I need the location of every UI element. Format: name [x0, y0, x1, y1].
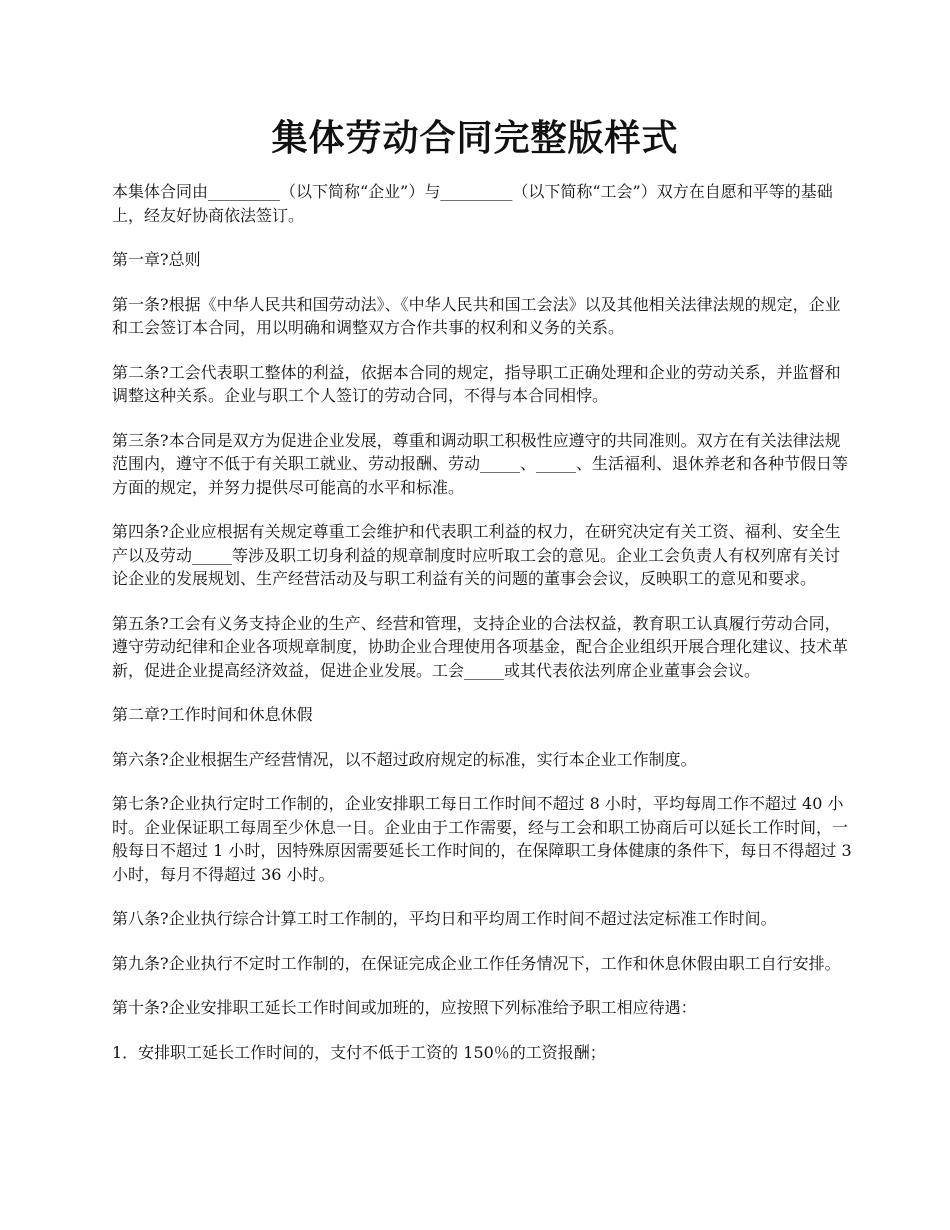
article-6: 第六条?企业根据生产经营情况，以不超过政府规定的标准，实行本企业工作制度。 — [112, 749, 697, 769]
article-8: 第八条?企业执行综合计算工时工作制的，平均日和平均周工作时间不超过法定标准工作时间。 — [112, 909, 777, 928]
preamble-paragraph: 本集体合同由_________（以下简称“企业”）与_________（以下简称“工会”）双方在自愿和平等的基础上，经友好协商依法签订。 — [112, 182, 833, 225]
article-2: 第二条?工会代表职工整体的利益，依据本合同的规定，指导职工正确处理和企业的劳动关系，并监督和调整这种关系。企业与职工个人签订的劳动合同，不得与本合同相悖。 — [112, 362, 841, 405]
chapter-2-heading: 第二章?工作时间和休息休假 — [112, 705, 313, 724]
article-3: 第三条?本合同是双方为促进企业发展，尊重和调动职工积极性应遵守的共同准则。双方在有关法律法规范围内，遵守不低于有关职工就业、劳动报酬、劳动_____、_____、生活福利、退休养老和各种节假日等方面的规定，并努力提供尽可能高的水平和标准。 — [112, 430, 849, 497]
article-4: 第四条?企业应根据有关规定尊重工会维护和代表职工利益的权力，在研究决定有关工资、福利、安全生产以及劳动_____等涉及职工切身利益的规章制度时应听取工会的意见。企业工会负责人有权列席有关讨论企业的发展规划、生产经营活动及与职工利益有关的问题的董事会会议，反映职工的意见和要求。 — [112, 522, 841, 588]
document-title: 集体劳动合同完整版样式 — [271, 117, 679, 159]
article-7: 第七条?企业执行定时工作制的，企业安排职工每日工作时间不超过 8 小时，平均每周工作不超过 40 小时。企业保证职工每周至少休息一日。企业由于工作需要，经与工会和职工协商后可以延长工作时间，一般每日不超过 1 小时，因特殊原因需要延长工作时间的，在保障职工身体健康的条件下，每日不得超过 3 小时，每月不得超过 36 小时。 — [112, 794, 852, 884]
list-item-1: 1．安排职工延长工作时间的，支付不低于工资的 150％的工资报酬； — [112, 1042, 606, 1062]
article-9: 第九条?企业执行不定时工作制的，在保证完成企业工作任务情况下，工作和休息休假由职工自行安排。 — [112, 953, 841, 973]
article-10: 第十条?企业安排职工延长工作时间或加班的，应按照下列标准给予职工相应待遇： — [112, 998, 697, 1017]
article-5: 第五条?工会有义务支持企业的生产、经营和管理，支持企业的合法权益，教育职工认真履行劳动合同，遵守劳动纪律和企业各项规章制度，协助企业合理使用各项基金，配合企业组织开展合理化建议、技术革新，促进企业提高经济效益，促进企业发展。工会_____或其代表依法列席企业董事会会议。 — [112, 613, 849, 680]
chapter-1-heading: 第一章?总则 — [112, 250, 201, 269]
document-body — [112, 180, 852, 1085]
article-1: 第一条?根据《中华人民共和国劳动法》、《中华人民共和国工会法》以及其他相关法律法规的规定，企业和工会签订本合同，用以明确和调整双方合作共事的权利和义务的关系。 — [112, 294, 841, 337]
